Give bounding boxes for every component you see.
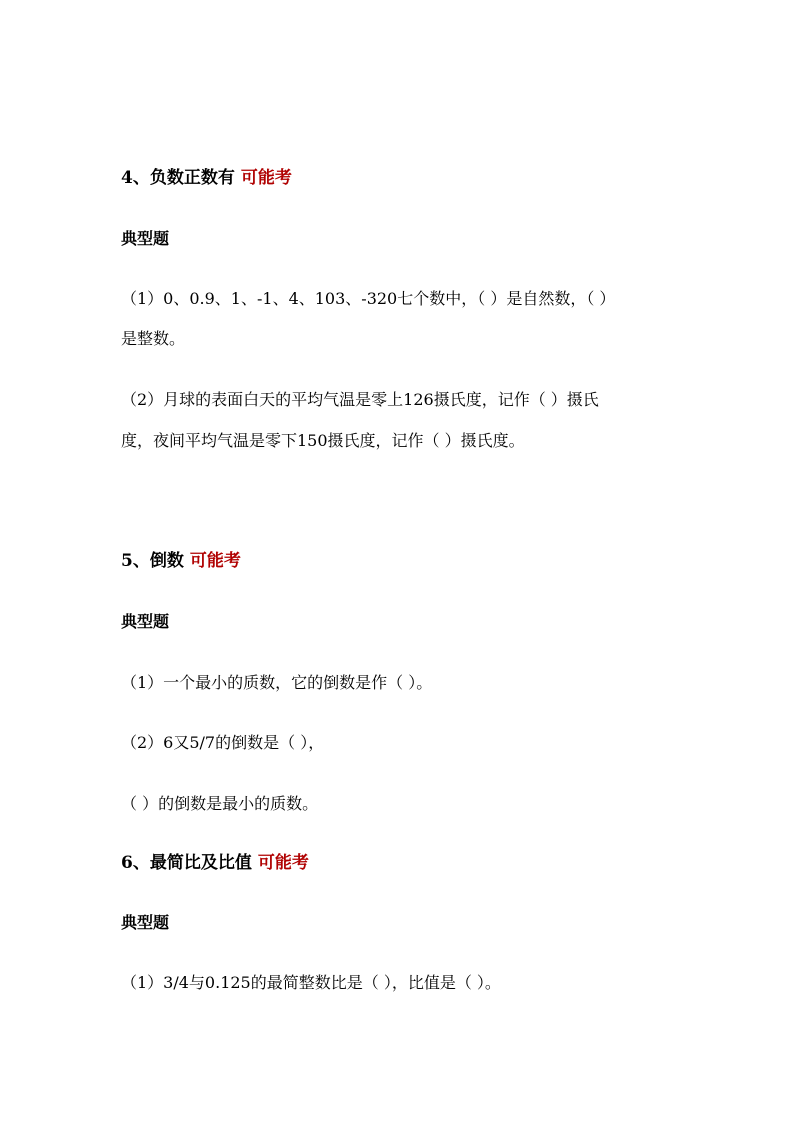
section-5-q3: （ ）的倒数是最小的质数。 bbox=[121, 794, 319, 813]
section-5-q2: （2）6又5/7的倒数是（ ）， bbox=[121, 733, 325, 752]
section-6-heading bbox=[121, 853, 309, 873]
section-6-q1: （1）3/4与0.125的最简整数比是（ ），比值是（ ）。 bbox=[121, 973, 501, 992]
section-5-title: 5、倒数 bbox=[121, 551, 184, 571]
section-4-q2-line2: 度，夜间平均气温是零下150摄氏度，记作（ ）摄氏度。 bbox=[121, 431, 525, 450]
section-5-q1: （1）一个最小的质数，它的倒数是作（ ）。 bbox=[121, 673, 433, 692]
section-6-tag: 可能考 bbox=[257, 853, 309, 873]
section-5-heading bbox=[121, 551, 241, 571]
section-6-title: 6、最简比及比值 bbox=[121, 853, 252, 873]
section-4-heading bbox=[121, 168, 292, 188]
section-4-subheading: 典型题 bbox=[121, 229, 170, 248]
section-4-q1-line2: 是整数。 bbox=[121, 329, 186, 348]
section-4-title: 4、负数正数有 bbox=[121, 168, 235, 188]
section-4-q2-line1: （2）月球的表面白天的平均气温是零上126摄氏度，记作（ ）摄氏 bbox=[121, 390, 599, 409]
section-4-tag: 可能考 bbox=[240, 168, 292, 188]
section-6-subheading: 典型题 bbox=[121, 913, 170, 932]
section-4-q1-line1: （1）0、0.9、1、-1、4、103、-320七个数中，（ ）是自然数，（ ） bbox=[121, 289, 616, 308]
section-5-tag: 可能考 bbox=[189, 551, 241, 571]
section-5-subheading: 典型题 bbox=[121, 612, 170, 631]
